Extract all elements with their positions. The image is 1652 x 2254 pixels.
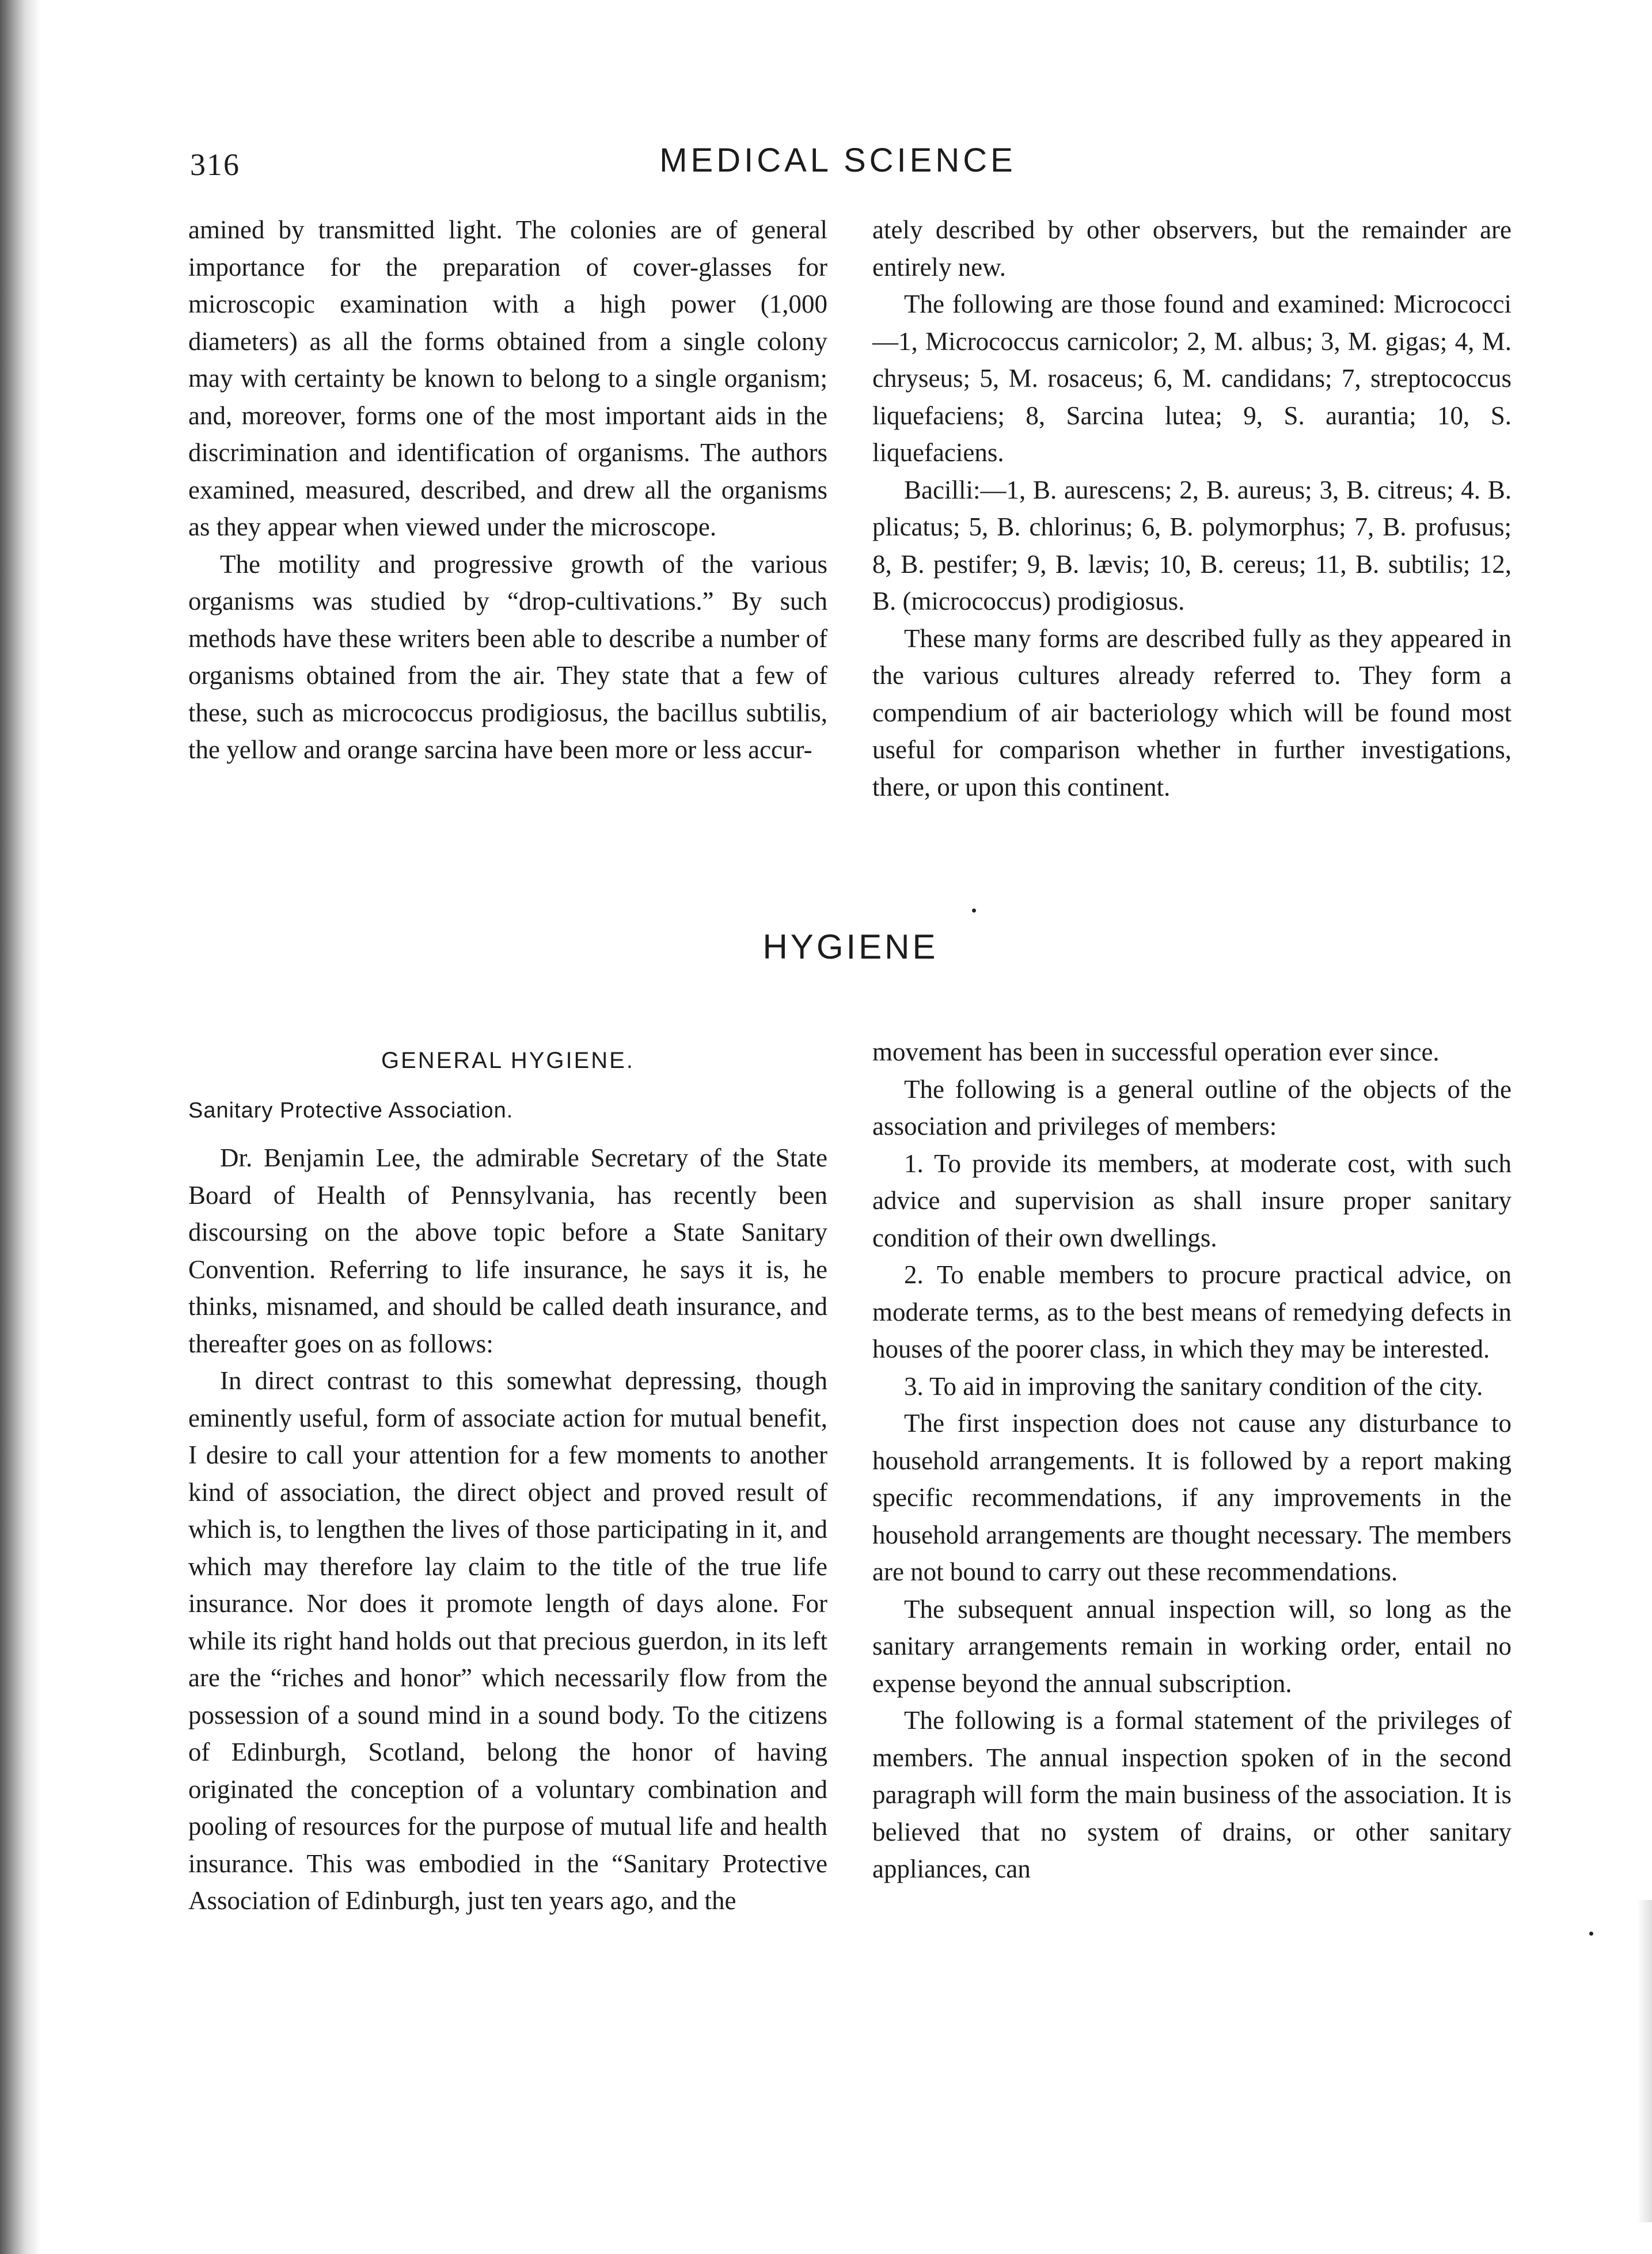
paragraph: movement has been in successful operation ever since. <box>872 1037 1440 1066</box>
top-right-column <box>872 211 1512 805</box>
paragraph: Dr. Benjamin Lee, the admirable Secretary of the State Board of Health of Pennsylvania, has recently been discoursing on the above topic before a State Sanitary Convention. Referring to life insurance, he says it is, he thinks, misnamed, and should be called death insurance, and thereafter goes on as follows: <box>188 1143 827 1358</box>
scan-binding-edge <box>0 0 40 2254</box>
article-heading: Sanitary Protective Association. <box>188 1098 514 1123</box>
paragraph: The motility and progressive growth of the various organisms was studied by “drop-cultivations.” By such methods have these writers been able to describe a number of organisms obtained from the air. They state that a few of these, such as micrococcus prodigiosus, the bacillus subtilis, the yellow and orange sarcina have been more or less accur- <box>188 549 827 764</box>
subsection-heading: GENERAL HYGIENE. <box>381 1048 635 1073</box>
page-header <box>190 141 1486 187</box>
paragraph: The first inspection does not cause any disturbance to household arrangements. It is followed by a report making specific recommendations, if any improvements in the household arrangements are thought necessary. The members are not bound to carry out these recommendations. <box>872 1409 1512 1586</box>
paragraph: ately described by other observers, but the remainder are entirely new. <box>872 215 1512 282</box>
paragraph: amined by transmitted light. The colonies are of general importance for the preparation of cover-glasses for microscopic examination with a high power (1,000 diameters) as all the forms obtained from a single colony may with certainty be known to belong to a single organism; and, moreover, forms one of the most important aids in the discrimination and identification of organisms. The authors examined, measured, described, and drew all the organisms as they appear when viewed under the microscope. <box>188 215 827 541</box>
stray-mark <box>1589 1932 1593 1936</box>
paragraph: The following is a formal statement of the privileges of members. The annual inspection spoken of in the second paragraph will form the main business of the association. It is believed that no system of drains, or other sanitary appliances, can <box>872 1706 1512 1883</box>
paragraph: The following is a general outline of the objects of the association and privileges of members: <box>872 1074 1512 1141</box>
section-title: HYGIENE <box>762 928 939 966</box>
paragraph: 1. To provide its members, at moderate cost, with such advice and supervision as shall insure proper sanitary condition of their own dwellings. <box>872 1149 1512 1252</box>
paragraph: The subsequent annual inspection will, so long as the sanitary arrangements remain in working order, entail no expense beyond the annual subscription. <box>872 1594 1512 1698</box>
stray-mark <box>972 909 976 913</box>
bottom-right-column <box>872 1033 1512 1888</box>
bottom-left-column <box>188 1042 827 1919</box>
paragraph: 3. To aid in improving the sanitary condition of the city. <box>904 1371 1483 1401</box>
paragraph: The following are those found and examined: Micrococci—1, Micrococcus carnicolor; 2, M. albus; 3, M. gigas; 4, M. chryseus; 5, M. rosaceus; 6, M. candidans; 7, streptococcus liquefaciens; 8, Sarcina lutea; 9, S. aurantia; 10, S. liquefaciens. <box>872 290 1512 467</box>
page-number: 316 <box>190 147 240 182</box>
scan-right-edge <box>1637 1900 1652 2222</box>
paragraph: Bacilli:—1, B. aurescens; 2, B. aureus; 3, B. citreus; 4. B. plicatus; 5, B. chlorinus; 6, B. polymorphus; 7, B. profusus; 8, B. pestifer; 9, B. lævis; 10, B. cereus; 11, B. subtilis; 12, B. (micrococcus) prodigiosus. <box>872 475 1512 615</box>
top-left-column <box>188 211 827 769</box>
paragraph: 2. To enable members to procure practical advice, on moderate terms, as to the best means of remedying defects in houses of the poorer class, in which they may be interested. <box>872 1260 1512 1363</box>
paragraph: In direct contrast to this somewhat depressing, though eminently useful, form of associate action for mutual benefit, I desire to call your attention for a few moments to another kind of association, the direct object and proved result of which is, to lengthen the lives of those participating in it, and which may therefore lay claim to the title of the true life insurance. Nor does it promote length of days alone. For while its right hand holds out that precious guerdon, in its left are the “riches and honor” which necessarily flow from the possession of a sound mind in a sound body. To the citizens of Edinburgh, Scotland, belong the honor of having originated the conception of a voluntary combination and pooling of resources for the purpose of mutual life and health insurance. This was embodied in the “Sanitary Protective Association of Edinburgh, just ten years ago, and the <box>188 1366 827 1915</box>
paragraph: These many forms are described fully as they appeared in the various cultures already referred to. They form a compendium of air bacteriology which will be found most useful for comparison whether in further investigations, there, or upon this continent. <box>872 624 1512 801</box>
running-title: MEDICAL SCIENCE <box>659 142 1016 179</box>
